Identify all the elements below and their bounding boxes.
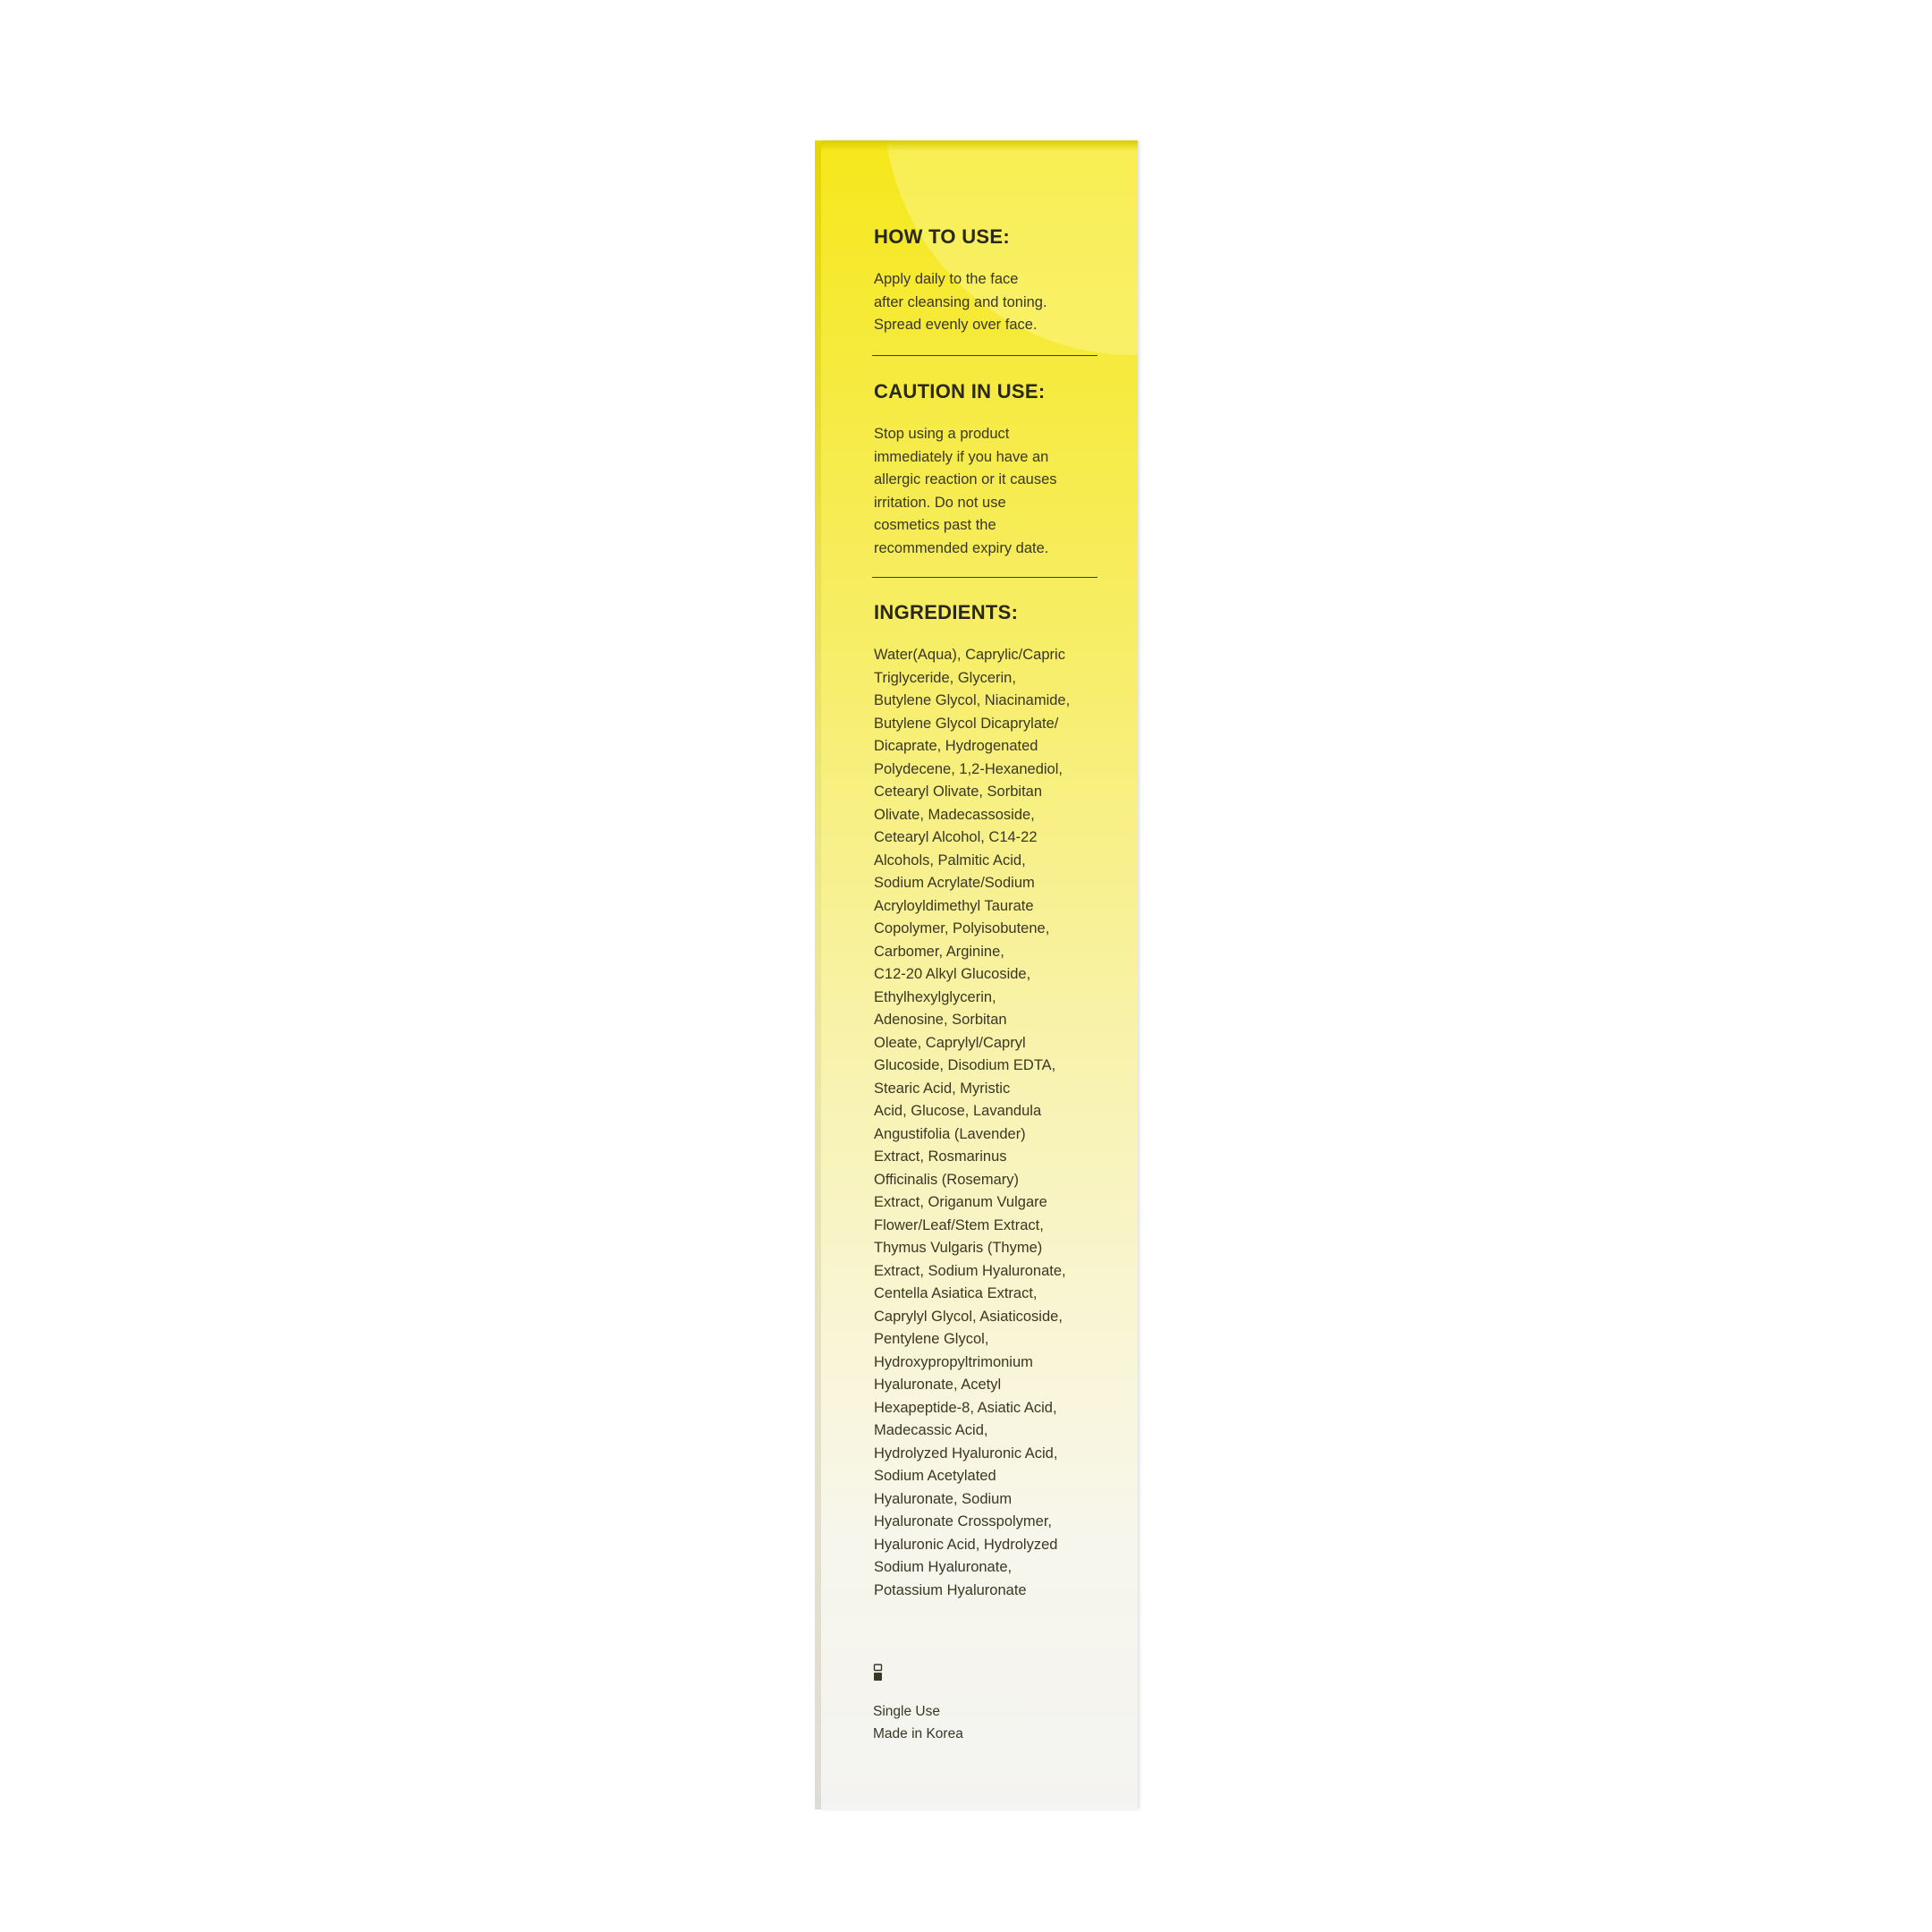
text-line: Water(Aqua), Caprylic/Capric — [874, 647, 1065, 663]
text-line: Sodium Acrylate/Sodium — [874, 875, 1035, 891]
box-top-lip — [821, 140, 1138, 151]
text-line: Hyaluronic Acid, Hydrolyzed — [874, 1536, 1058, 1553]
text-line: Glucoside, Disodium EDTA, — [874, 1057, 1056, 1073]
text-line: Pentylene Glycol, — [874, 1331, 989, 1347]
made-in-label: Made in Korea — [873, 1726, 963, 1741]
text-line: Cetearyl Alcohol, C14-22 — [874, 829, 1038, 845]
text-line: Triglyceride, Glycerin, — [874, 669, 1016, 686]
caution-heading: CAUTION IN USE: — [874, 380, 1046, 402]
text-line: Centella Asiatica Extract, — [874, 1285, 1038, 1301]
text-line: Polydecene, 1,2-Hexanediol, — [874, 760, 1063, 777]
how-to-use-section — [874, 225, 1047, 337]
text-line: Sodium Hyaluronate, — [874, 1559, 1013, 1575]
text-line: Copolymer, Polyisobutene, — [874, 920, 1050, 936]
text-line: Angustifolia (Lavender) — [874, 1125, 1026, 1142]
text-line: Hydrolyzed Hyaluronic Acid, — [874, 1445, 1058, 1462]
text-line: Acid, Glucose, Lavandula — [874, 1103, 1042, 1119]
section-divider — [872, 355, 1097, 356]
text-line: Thymus Vulgaris (Thyme) — [874, 1240, 1043, 1256]
text-line: Hydroxypropyltrimonium — [874, 1353, 1033, 1370]
text-line: Sodium Acetylated — [874, 1468, 996, 1484]
text-line: cosmetics past the — [874, 517, 996, 533]
text-line: Apply daily to the face — [874, 271, 1019, 287]
text-line: Hyaluronate Crosspolymer, — [874, 1513, 1052, 1530]
text-line: Hyaluronate, Sodium — [874, 1490, 1013, 1507]
text-line: Potassium Hyaluronate — [874, 1581, 1027, 1598]
text-line: C12-20 Alkyl Glucoside, — [874, 966, 1031, 982]
section-divider — [872, 577, 1097, 578]
single-use-label: Single Use — [873, 1704, 940, 1719]
how-to-use-text — [874, 268, 1047, 337]
text-line: recommended expiry date. — [874, 539, 1049, 556]
text-line: Hyaluronate, Acetyl — [874, 1377, 1002, 1393]
how-to-use-heading: HOW TO USE: — [874, 225, 1011, 248]
text-line: Officinalis (Rosemary) — [874, 1171, 1019, 1188]
text-line: Cetearyl Olivate, Sorbitan — [874, 784, 1043, 800]
text-line: immediately if you have an — [874, 448, 1049, 465]
text-line: Extract, Rosmarinus — [874, 1148, 1007, 1165]
caution-section — [874, 380, 1057, 560]
box-side-panel — [821, 140, 1138, 1809]
text-line: Extract, Sodium Hyaluronate, — [874, 1262, 1066, 1279]
text-line: Butylene Glycol Dicaprylate/ — [874, 715, 1059, 732]
text-line: Dicaprate, Hydrogenated — [874, 738, 1038, 754]
text-line: Ethylhexylglycerin, — [874, 988, 996, 1005]
text-line: Olivate, Madecassoside, — [874, 806, 1035, 823]
text-line: allergic reaction or it causes — [874, 471, 1057, 487]
text-line: Butylene Glycol, Niacinamide, — [874, 692, 1071, 708]
text-line: Stop using a product — [874, 426, 1010, 442]
ingredients-heading: INGREDIENTS: — [874, 601, 1019, 623]
text-line: Hexapeptide-8, Asiatic Acid, — [874, 1399, 1057, 1416]
text-line: irritation. Do not use — [874, 494, 1006, 511]
text-line: Caprylyl Glycol, Asiaticoside, — [874, 1308, 1063, 1325]
footer-info — [873, 1664, 963, 1745]
text-line: Stearic Acid, Myristic — [874, 1080, 1011, 1097]
text-line: Acryloyldimethyl Taurate — [874, 897, 1034, 914]
text-line: Flower/Leaf/Stem Extract, — [874, 1216, 1044, 1233]
text-line: Carbomer, Arginine, — [874, 943, 1004, 960]
text-line: Oleate, Caprylyl/Capryl — [874, 1034, 1026, 1051]
text-line: after cleansing and toning. — [874, 293, 1047, 310]
text-line: Madecassic Acid, — [874, 1422, 988, 1438]
text-line: Extract, Origanum Vulgare — [874, 1194, 1047, 1210]
ingredients-section — [874, 601, 1070, 1602]
ingredients-text — [874, 644, 1070, 1602]
caution-text — [874, 423, 1057, 560]
text-line: Alcohols, Palmitic Acid, — [874, 852, 1026, 869]
text-line: Spread evenly over face. — [874, 317, 1038, 333]
open-jar-icon — [873, 1664, 883, 1682]
text-line: Adenosine, Sorbitan — [874, 1012, 1007, 1028]
